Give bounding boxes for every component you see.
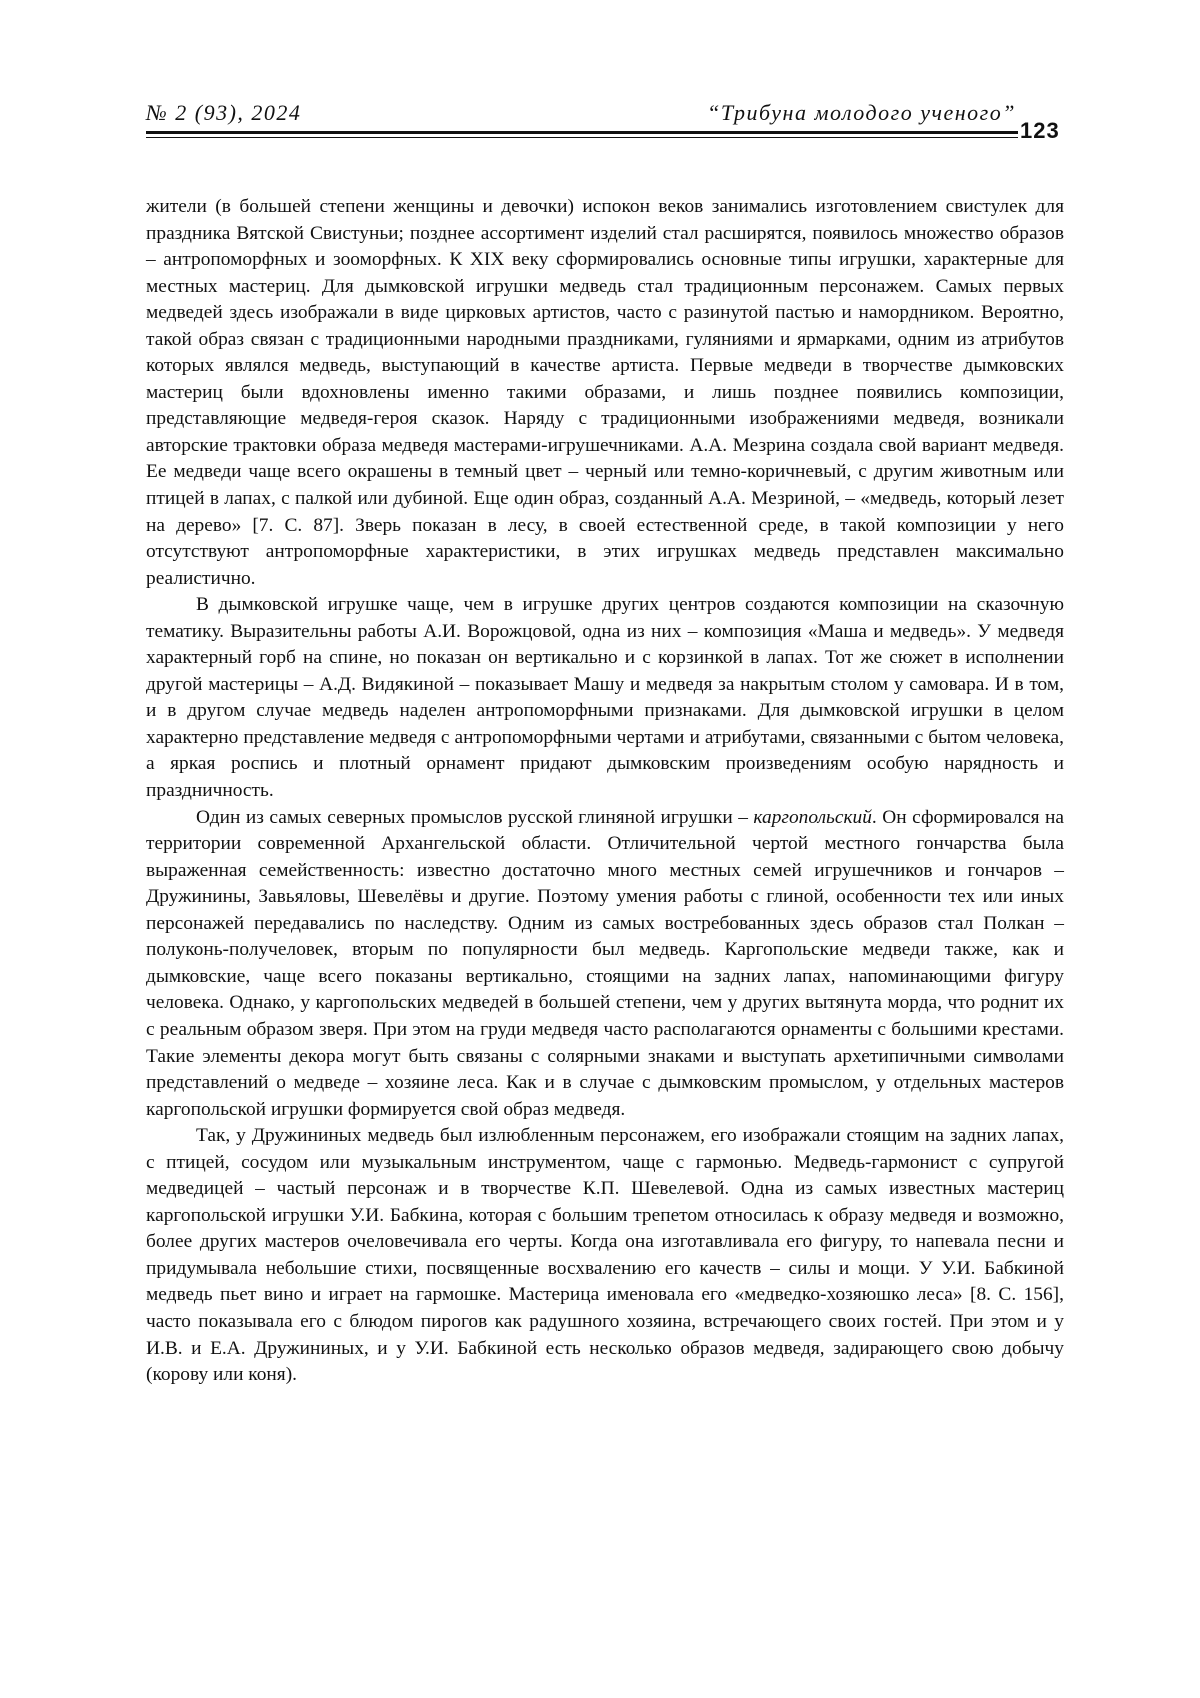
page-number: 123 [1020,118,1060,144]
paragraph-text: Один из самых северных промыслов русской глиняной игрушки – [196,807,753,828]
paragraph-text: . Он сформировался на территории современной Архангельской области. Отличительной чер­той местного гончарства была выраженная семейственность: известно достаточно много местных семей игрушечников и гончаров – Дружинины, Завьяловы, Шевелёвы и другие. Поэтому умения работы с глиной, особенности тех или иных персонажей передавались по наследству. Одним из самых востребованных здесь образов стал Полкан – полуконь-получеловек, вторым по популярности был медведь. Каргопольские медведи также, как и дымковские, чаще всего показаны вертикально, стоящими на задних лапах, напоминающими фигуру человека. Однако, у каргопольских медведей в большей степени, чем у других вытянута морда, что роднит их с реальным образом зверя. При этом на груди медведя часто располагаются орнаменты с большими крестами. Такие элементы декора могут быть связаны с солярными знаками и выступать архетипичными символами представлений о медведе – хозяине леса. Как и в случае с дымковским промыслом, у отдельных мастеров каргопольской игрушки формируется свой образ медведя. [146,807,1064,1120]
header-rule-thick [146,131,1018,134]
article-body [146,194,1064,1389]
emphasized-term: каргопольский [753,807,872,828]
header-rule-thin [146,137,1018,138]
paragraph: жители (в большей степени женщины и девочки) испокон веков занимались изготовлением свистулек для праздника Вятской Свистуньи; позднее ассортимент изделий стал расширят­ся, появилось множество образов – антропоморфных и зооморфных. К XIX веку сформиро­вались основные типы игрушки, характерные для местных мастериц. Для дымковской иг­рушки медведь стал традиционным персонажем. Самых первых медведей здесь изобража­ли в виде цирковых артистов, часто с разинутой пастью и намордником. Вероятно, такой образ связан с традиционными народными праздниками, гуляниями и ярмарками, одним из атрибутов которых являлся медведь, выступающий в качестве артиста. Первые медведи в творчестве дымковских мастериц были вдохновлены именно такими образами, и лишь позднее появились композиции, представляющие медведя-героя сказок. Наряду с традици­онными изображениями медведя, возникали авторские трактовки образа медведя мастера­ми-игрушечниками. А.А. Мезрина создала свой вариант медведя. Ее медведи чаще всего окрашены в темный цвет – черный или темно-коричневый, с другим животным или птицей в лапах, с палкой или дубиной. Еще один образ, созданный А.А. Мезриной, – «медведь, который лезет на дерево» [7. С. 87]. Зверь показан в лесу, в своей естественной среде, в такой композиции у него отсутствуют антропоморфные характеристики, в этих игрушках медведь представлен максимально реалистично. [146,194,1064,592]
issue-number: № 2 (93), 2024 [146,100,301,126]
journal-title: “Трибуна молодого ученого” [707,100,1016,126]
paragraph: В дымковской игрушке чаще, чем в игрушке других центров создаются композиции на сказочную тематику. Выразительны работы А.И. Ворожцовой, одна из них – композиция «Маша и медведь». У медведя характерный горб на спине, но показан он вертикально и с корзинкой в лапах. Тот же сюжет в исполнении другой мастерицы – А.Д. Видякиной – показывает Машу и медведя за накрытым столом у самовара. И в том, и в другом случае медведь наделен антропоморфными признаками. Для дымковской игрушки в целом характерно представление медведя с антропоморфными чертами и атрибутами, связанными с бытом человека, а яркая роспись и плотный орнамент придают дымковским произведе­ниям особую нарядность и праздничность. [146,592,1064,804]
paragraph: Так, у Дружининых медведь был излюбленным персонажем, его изображали стоящим на задних лапах, с птицей, сосудом или музыкальным инструментом, чаще с гармонью. Медведь-гармонист с супругой медведицей – частый персонаж и в творчестве К.П. Ше­велевой. Одна из самых известных мастериц каргопольской игрушки У.И. Бабкина, которая с большим трепетом относилась к образу медведя и возможно, более других мастеров очеловечивала его черты. Когда она изготавливала его фигуру, то напевала песни и приду­мывала небольшие стихи, посвященные восхвалению его качеств – силы и мощи. У У.И. Баб­киной медведь пьет вино и играет на гармошке. Мастерица именовала его «медведко-хозяюшко леса» [8. С. 156], часто показывала его с блюдом пирогов как радушного хозя­ина, встречающего своих гостей. При этом и у И.В. и Е.А. Дружининых, и у У.И. Бабкиной есть несколько образов медведя, задирающего свою добычу (корову или коня). [146,1123,1064,1388]
paragraph [146,805,1064,1124]
running-header [146,100,1064,140]
